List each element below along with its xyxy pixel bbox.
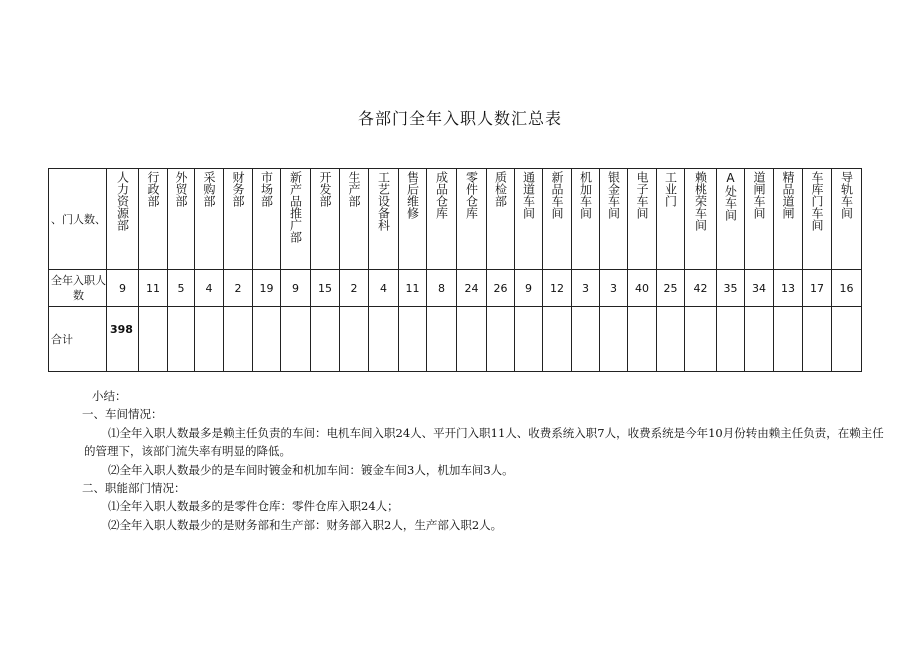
hire-count: 16 xyxy=(832,270,862,307)
dept-name: 电子车间 xyxy=(635,171,649,219)
total-empty-cell xyxy=(224,307,253,372)
dept-name: 外贸部 xyxy=(174,171,188,207)
total-empty-cell xyxy=(311,307,340,372)
total-empty-cell xyxy=(543,307,572,372)
dept-header xyxy=(745,169,774,270)
total-empty-cell xyxy=(803,307,832,372)
dept-header xyxy=(281,169,311,270)
dept-header xyxy=(369,169,399,270)
total-empty-cell xyxy=(745,307,774,372)
dept-header xyxy=(195,169,224,270)
dept-header xyxy=(543,169,572,270)
dept-header xyxy=(717,169,745,270)
hire-count: 13 xyxy=(774,270,803,307)
hire-count: 11 xyxy=(139,270,168,307)
dept-header xyxy=(427,169,457,270)
total-empty-cell xyxy=(168,307,195,372)
total-empty-cell xyxy=(515,307,543,372)
dept-name: A处车间 xyxy=(723,171,738,221)
dept-name: 新产品推广部 xyxy=(288,171,303,243)
dept-name: 新品车间 xyxy=(550,171,564,219)
dept-name: 工业门 xyxy=(663,171,678,207)
dept-header xyxy=(457,169,487,270)
dept-header xyxy=(803,169,832,270)
dept-header xyxy=(487,169,515,270)
total-empty-cell xyxy=(399,307,427,372)
dept-header xyxy=(572,169,600,270)
hire-count: 5 xyxy=(168,270,195,307)
dept-header xyxy=(774,169,803,270)
dept-header xyxy=(253,169,281,270)
hire-count: 24 xyxy=(457,270,487,307)
hire-count: 34 xyxy=(745,270,774,307)
summary-notes xyxy=(84,387,884,534)
total-empty-cell xyxy=(369,307,399,372)
note-workshop-least: ⑵全年入职人数最少的是车间时镀金和机加车间：镀金车间3人，机加车间3人。 xyxy=(108,462,514,477)
dept-name: 售后维修 xyxy=(405,171,420,219)
hire-count: 9 xyxy=(515,270,543,307)
dept-name: 采购部 xyxy=(202,171,216,207)
hire-count: 9 xyxy=(281,270,311,307)
total-empty-cell xyxy=(195,307,224,372)
section-functional: 二、职能部门情况： xyxy=(82,481,186,496)
hire-count: 35 xyxy=(717,270,745,307)
hire-count: 4 xyxy=(369,270,399,307)
dept-name: 零件仓库 xyxy=(464,171,479,219)
dept-header xyxy=(628,169,657,270)
dept-header xyxy=(399,169,427,270)
dept-header xyxy=(600,169,628,270)
corner-header: 、门人数、 xyxy=(49,169,107,270)
total-empty-cell xyxy=(628,307,657,372)
dept-name: 成品仓库 xyxy=(434,171,449,219)
total-empty-cell xyxy=(774,307,803,372)
hire-count: 19 xyxy=(253,270,281,307)
dept-header xyxy=(139,169,168,270)
hire-count: 8 xyxy=(427,270,457,307)
total-empty-cell xyxy=(253,307,281,372)
dept-header xyxy=(832,169,862,270)
hire-count: 26 xyxy=(487,270,515,307)
hire-count: 17 xyxy=(803,270,832,307)
dept-header xyxy=(168,169,195,270)
total-empty-cell xyxy=(139,307,168,372)
dept-name: 开发部 xyxy=(318,171,332,207)
total-empty-cell xyxy=(427,307,457,372)
hire-count: 25 xyxy=(657,270,685,307)
total-empty-cell xyxy=(685,307,717,372)
dept-name: 导轨车间 xyxy=(839,171,854,219)
note-functional-least: ⑵全年入职人数最少的是财务部和生产部：财务部入职2人，生产部入职2人。 xyxy=(108,517,503,532)
total-empty-cell xyxy=(281,307,311,372)
dept-header xyxy=(515,169,543,270)
total-empty-cell xyxy=(600,307,628,372)
hire-count: 2 xyxy=(224,270,253,307)
hire-count: 42 xyxy=(685,270,717,307)
total-empty-cell xyxy=(717,307,745,372)
dept-header xyxy=(311,169,340,270)
dept-header xyxy=(657,169,685,270)
total-empty-cell xyxy=(572,307,600,372)
summary-table xyxy=(48,168,862,372)
note-workshop-most: ⑴全年入职人数最多是赖主任负责的车间：电机车间入职24人、平开门入职11人、收费系统入职7人，收费系统是今年10月份转由赖主任负责，在赖主任的管理下，该部门流失率有明显的降低。 xyxy=(84,425,884,459)
hire-count: 40 xyxy=(628,270,657,307)
hire-count: 11 xyxy=(399,270,427,307)
dept-header xyxy=(340,169,369,270)
page-title: 各部门全年入职人数汇总表 xyxy=(357,109,562,128)
dept-name: 财务部 xyxy=(231,171,245,207)
dept-name: 通道车间 xyxy=(521,171,536,219)
dept-name: 行政部 xyxy=(146,171,160,207)
hire-count: 3 xyxy=(572,270,600,307)
total-empty-cell xyxy=(340,307,369,372)
dept-header xyxy=(685,169,717,270)
total-value: 398 xyxy=(107,307,139,372)
hire-count: 4 xyxy=(195,270,224,307)
dept-name: 精品道闸 xyxy=(781,171,795,219)
hire-count: 12 xyxy=(543,270,572,307)
total-empty-cell xyxy=(657,307,685,372)
section-workshops: 一、车间情况： xyxy=(82,407,163,422)
dept-name: 生产部 xyxy=(347,171,361,207)
dept-name: 工艺设备科 xyxy=(376,171,391,231)
row-label-hires: 全年入职人数 xyxy=(49,270,107,307)
hire-count: 2 xyxy=(340,270,369,307)
dept-name: 人力资源部 xyxy=(115,171,130,231)
total-empty-cell xyxy=(457,307,487,372)
row-label-total: 合计 xyxy=(49,307,107,372)
hire-count: 3 xyxy=(600,270,628,307)
dept-name: 赖桃荣车间 xyxy=(693,171,708,231)
dept-header xyxy=(107,169,139,270)
hire-count: 15 xyxy=(311,270,340,307)
hire-count: 9 xyxy=(107,270,139,307)
dept-name: 银金车间 xyxy=(606,171,621,219)
dept-header xyxy=(224,169,253,270)
dept-name: 道闸车间 xyxy=(752,171,766,219)
notes-heading: 小结： xyxy=(92,389,127,403)
total-empty-cell xyxy=(832,307,862,372)
total-empty-cell xyxy=(487,307,515,372)
note-functional-most: ⑴全年入职人数最多的是零件仓库：零件仓库入职24人； xyxy=(108,499,399,514)
dept-name: 机加车间 xyxy=(578,171,593,219)
dept-name: 车库门车间 xyxy=(810,171,824,231)
dept-name: 质检部 xyxy=(493,171,508,207)
dept-name: 市场部 xyxy=(259,171,274,207)
